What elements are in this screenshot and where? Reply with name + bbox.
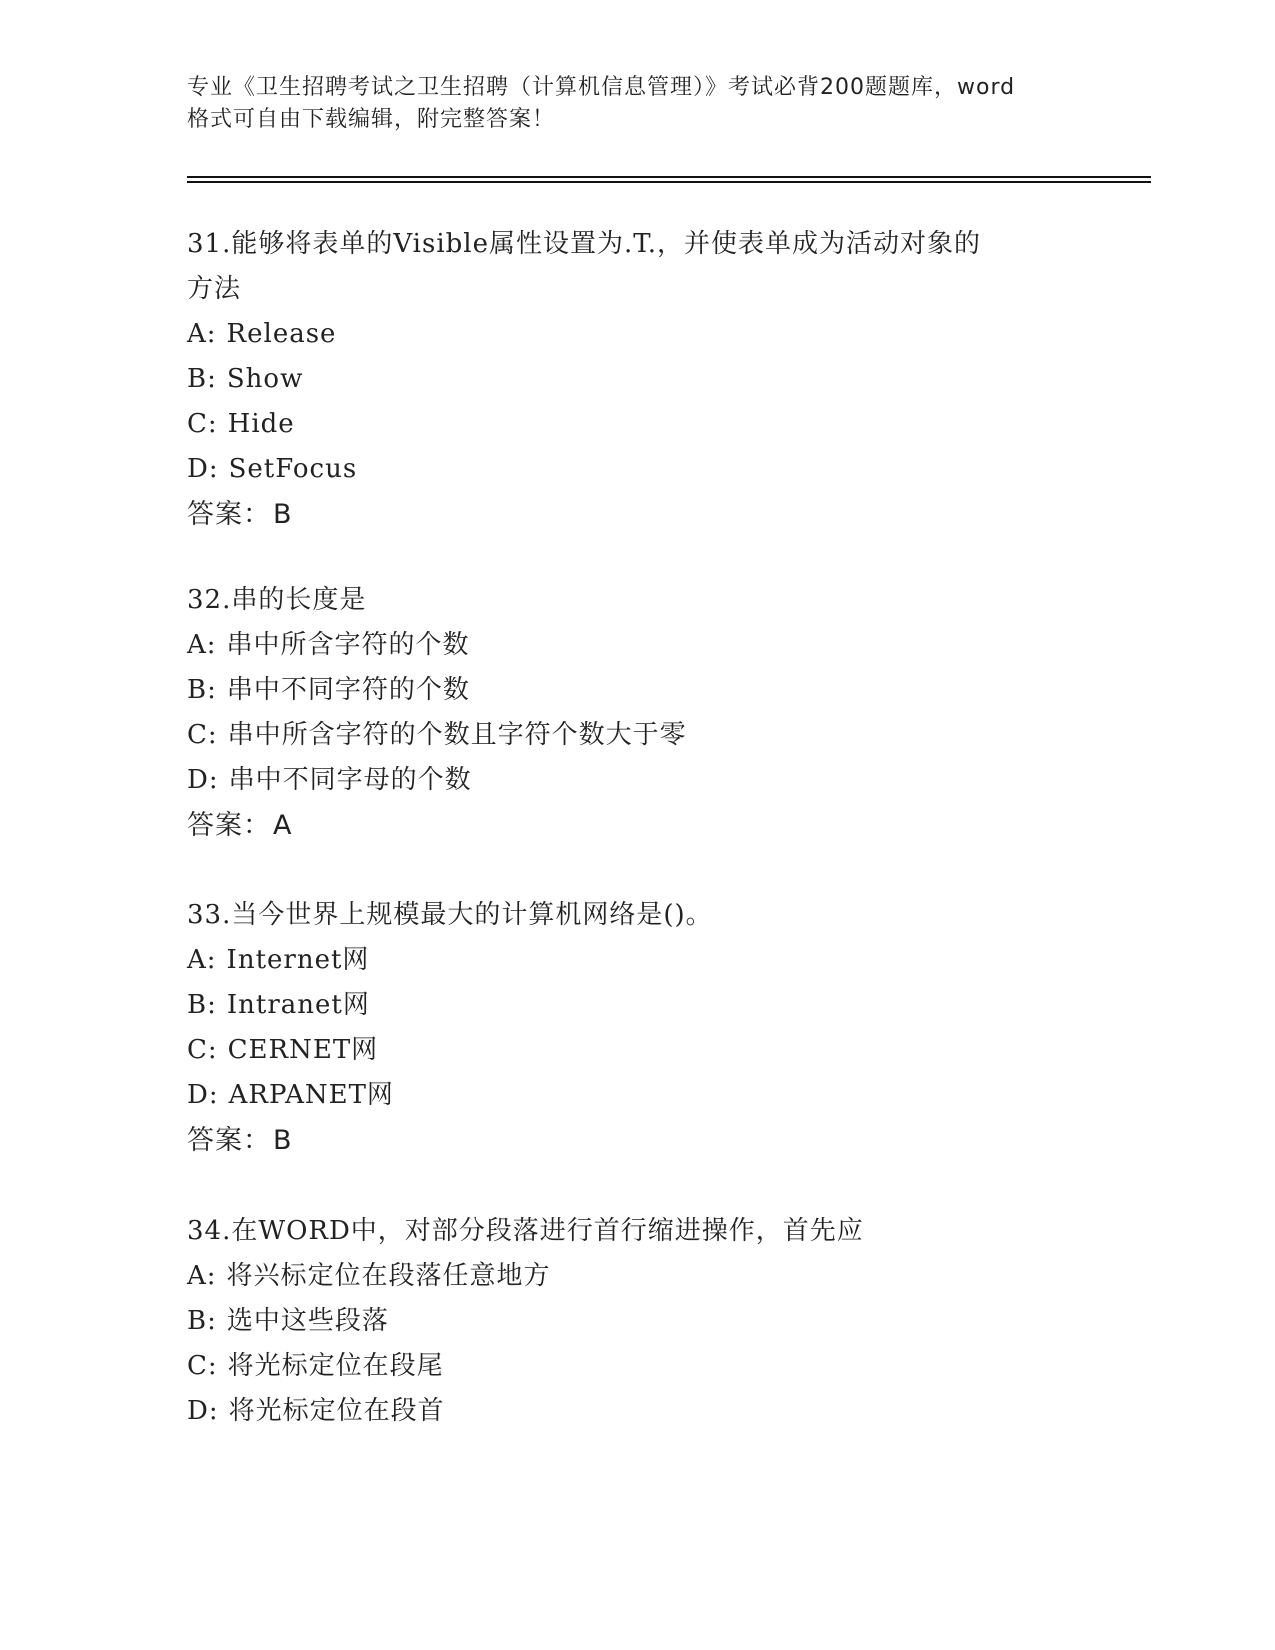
option-text: 串中所含字符的个数: [226, 630, 470, 660]
option-b: [187, 668, 1087, 713]
question-stem-line: 33.当今世界上规模最大的计算机网络是()。: [187, 900, 713, 930]
option-c: [187, 402, 1087, 447]
option-text: Release: [226, 319, 337, 349]
option-a: [187, 1254, 1087, 1299]
option-label: A:: [187, 319, 217, 349]
option-text: 将光标定位在段尾: [227, 1351, 444, 1381]
answer-value: A: [273, 810, 293, 841]
header-divider-bottom: [187, 181, 1151, 183]
option-label: B:: [187, 364, 217, 394]
option-c: [187, 1344, 1087, 1389]
option-text: 将兴标定位在段落任意地方: [226, 1261, 551, 1291]
option-text: Internet网: [226, 945, 370, 975]
option-text: ARPANET网: [228, 1080, 394, 1110]
header-line-2: 格式可自由下载编辑，附完整答案！: [187, 107, 556, 132]
option-label: C:: [187, 1035, 218, 1065]
option-a: [187, 623, 1087, 668]
answer-label: 答案：: [187, 499, 271, 530]
option-label: A:: [187, 630, 217, 660]
option-d: [187, 758, 1087, 803]
option-label: A:: [187, 945, 217, 975]
answer-line: [187, 1118, 1087, 1163]
option-d: [187, 1073, 1087, 1118]
question-32: [187, 578, 1087, 848]
option-text: CERNET网: [227, 1035, 379, 1065]
option-c: [187, 1028, 1087, 1073]
option-text: 串中不同字符的个数: [226, 675, 470, 705]
option-label: C:: [187, 720, 218, 750]
option-label: D:: [187, 765, 219, 795]
option-text: 串中不同字母的个数: [228, 765, 472, 795]
option-text: 串中所含字符的个数且字符个数大于零: [227, 720, 687, 750]
option-text: Hide: [227, 409, 295, 439]
question-stem-line: 31.能够将表单的Visible属性设置为.T.，并使表单成为活动对象的: [187, 229, 982, 259]
answer-value: B: [273, 499, 293, 530]
answer-label: 答案：: [187, 810, 271, 841]
option-label: D:: [187, 1396, 219, 1426]
answer-line: [187, 492, 1087, 537]
option-b: [187, 983, 1087, 1028]
option-label: B:: [187, 990, 217, 1020]
option-a: [187, 938, 1087, 983]
option-label: B:: [187, 1306, 217, 1336]
header-line-1: 专业《卫生招聘考试之卫生招聘（计算机信息管理）》考试必背200题题库，word: [187, 75, 1016, 100]
option-d: [187, 447, 1087, 492]
option-text: Show: [226, 364, 304, 394]
option-label: C:: [187, 1351, 218, 1381]
option-b: [187, 357, 1087, 402]
option-text: SetFocus: [228, 454, 358, 484]
question-31: [187, 222, 1087, 537]
option-label: A:: [187, 1261, 217, 1291]
option-text: Intranet网: [226, 990, 370, 1020]
option-text: 选中这些段落: [226, 1306, 389, 1336]
option-c: [187, 713, 1087, 758]
question-33: [187, 893, 1087, 1163]
question-stem-line: 32.串的长度是: [187, 585, 367, 615]
option-label: D:: [187, 1080, 219, 1110]
option-label: D:: [187, 454, 219, 484]
question-34: [187, 1209, 1087, 1434]
option-d: [187, 1389, 1087, 1434]
option-text: 将光标定位在段首: [228, 1396, 445, 1426]
option-a: [187, 312, 1087, 357]
answer-label: 答案：: [187, 1125, 271, 1156]
document-header: [187, 72, 1087, 136]
header-divider-top: [187, 176, 1151, 178]
question-stem-line: 34.在WORD中，对部分段落进行首行缩进操作，首先应: [187, 1216, 864, 1246]
answer-value: B: [273, 1125, 293, 1156]
option-label: B:: [187, 675, 217, 705]
answer-line: [187, 803, 1087, 848]
option-label: C:: [187, 409, 218, 439]
question-stem-line: 方法: [187, 274, 242, 304]
option-b: [187, 1299, 1087, 1344]
